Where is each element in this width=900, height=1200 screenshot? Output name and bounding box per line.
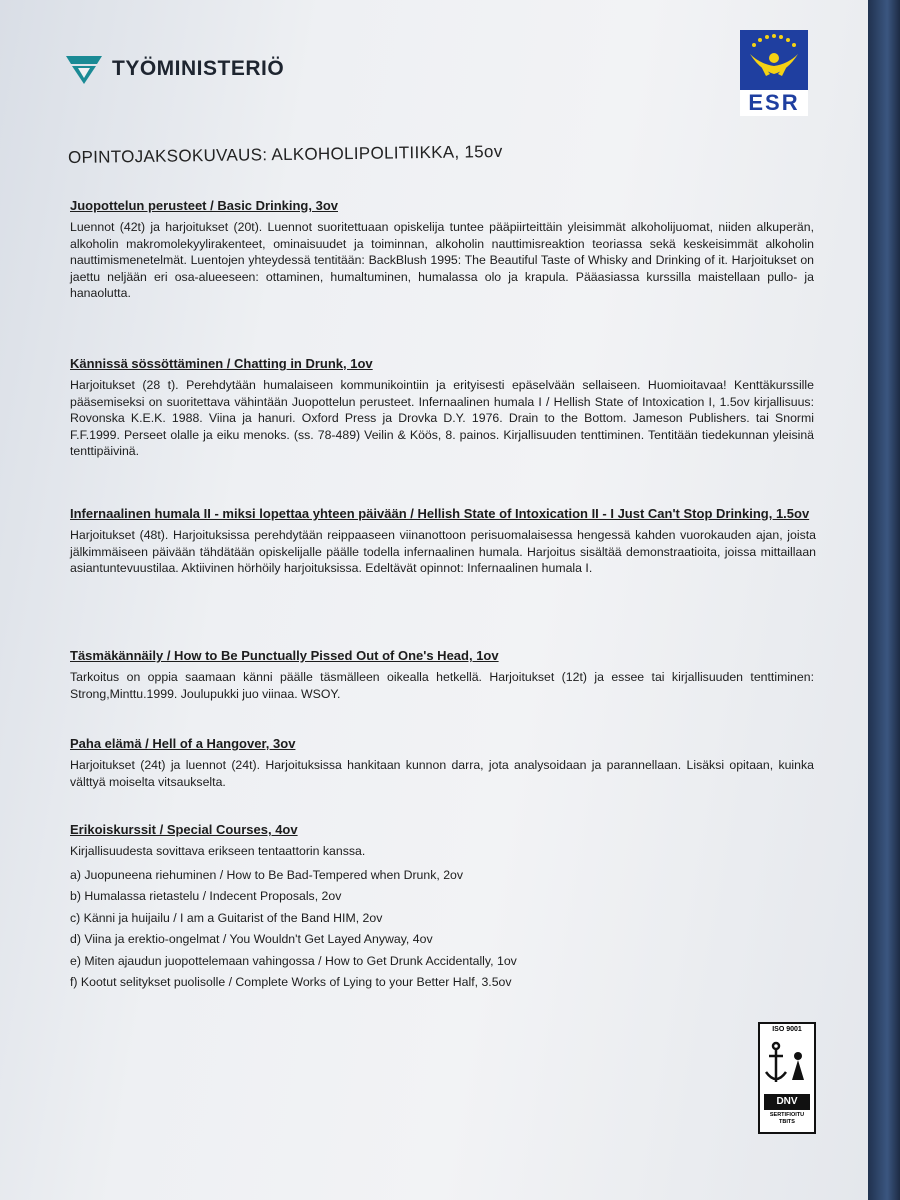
- iso-label: ISO 9001: [772, 1026, 802, 1033]
- ministry-logo: [64, 52, 284, 86]
- section-body: Tarkoitus on oppia saamaan känni päälle täsmälleen oikealla hetkellä. Harjoitukset (12t) ja essee tai kirjallisuuden tenttiminen: Strong,Minttu.1999. Joulupukki juo viinaa. WSOY.: [70, 670, 814, 701]
- ministry-emblem-icon: [64, 52, 104, 86]
- special-intro: Kirjallisuudesta sovittava erikseen tentaattorin kanssa.: [70, 844, 366, 858]
- anchor-icon: [760, 1038, 814, 1090]
- section-body: Luennot (42t) ja harjoitukset (20t). Luennot suoritettuaan opiskelija tuntee pääpiirteittäin yleisimmät alkoholijuomat, niiden alkuperän, alkoholin makromolekyylirakenteet, ominaisuudet ja toiminnan, alkoholin nauttimisreaktion teoriassa sekä keskeisimmät alkoholin nauttimismenetelmät. Luentojen yhteydessä tentitään: BackBlush 1995: The Beautiful Taste of Whisky and Drinking of it. Harjoitukset on jaettu neljään eri osa-alueeseen: ottaminen, humaltuminen, humalassa olo ja krapula. Pääasiassa kurssilla maistellaan pullo- ja hanaolutta.: [70, 220, 814, 301]
- esr-logo: [740, 30, 808, 116]
- section-special-courses: [70, 822, 814, 997]
- section-heading: Täsmäkännäily / How to Be Punctually Pissed Out of One's Head, 1ov: [70, 648, 499, 663]
- list-item: c) Känni ja huijailu / I am a Guitarist of the Band HIM, 2ov: [70, 910, 383, 925]
- list-item: e) Miten ajaudun juopottelemaan vahingossa / How to Get Drunk Accidentally, 1ov: [70, 953, 517, 968]
- section-heading: Juopottelun perusteet / Basic Drinking, 3ov: [70, 198, 338, 213]
- background-edge: [868, 0, 900, 1200]
- page-title: OPINTOJAKSOKUVAUS: ALKOHOLIPOLITIIKKA, 15ov: [67, 141, 503, 167]
- special-course-list: [70, 868, 814, 990]
- iso-badge: [758, 1022, 816, 1134]
- certification-label: SERTIFIOITU TBITS: [769, 1112, 805, 1125]
- eu-stars-icon: [740, 30, 808, 90]
- section-basic-drinking: [70, 198, 814, 302]
- dnv-label: DNV: [764, 1094, 810, 1110]
- section-heading: Infernaalinen humala II - miksi lopettaa yhteen päivään / Hellish State of Intoxication II - I Just Can't Stop Drinking, 1.5ov: [70, 506, 810, 521]
- esr-label: ESR: [740, 90, 808, 116]
- list-item: a) Juopuneena riehuminen / How to Be Bad-Tempered when Drunk, 2ov: [70, 867, 464, 882]
- section-body: Harjoitukset (28 t). Perehdytään humalaiseen kommunikointiin ja erityisesti epäselvään sellaiseen. Huomioitavaa! Kenttäkurssille pääsemiseksi on suoritettava vähintään Juopottelun perusteet. Infernaalinen humala I / Hellish State of Intoxication I, 1.5ov kirjallisuus: Rovonska K.E.K. 1988. Viina ja hanuri. Oxford Press ja Drovka D.Y. 1976. Drain to the Bottom. Jameson Publishers. tai Snormi F.F.1999. Perseet olalle ja eiku menoks. (ss. 78-489) Veilin & Köös, 8. painos. Kirjallisuuden tenttiminen. Tentitään tiedekunnan yleisinä tenttipäivinä.: [70, 378, 814, 459]
- ministry-name: TYÖMINISTERIÖ: [112, 57, 285, 80]
- section-punctually-pissed: [70, 648, 814, 702]
- section-hell-of-a-hangover: [70, 736, 814, 790]
- section-heading: Paha elämä / Hell of a Hangover, 3ov: [70, 736, 296, 751]
- list-item: d) Viina ja erektio-ongelmat / You Wouldn't Get Layed Anyway, 4ov: [70, 932, 433, 947]
- section-hellish-intoxication-2: [70, 506, 816, 577]
- section-heading: Kännissä sössöttäminen / Chatting in Drunk, 1ov: [70, 356, 373, 371]
- section-body: Harjoitukset (48t). Harjoituksissa perehdytään reippaaseen viinanottoon perisuomalaisessa hengessä kahden vuorokauden ajan, joista jälkimmäiseen päivään tähdätään opiskelijalle päälle todella infernaalinen humala. Harjoitus sisältää demonstraatioita, joissa mittaillaan asiantuntevuustilaa. Aktiivinen hörhöily harjoituksissa. Edeltävät opinnot: Infernaalinen humala I.: [70, 528, 816, 576]
- list-item: f) Kootut selitykset puolisolle / Complete Works of Lying to your Better Half, 3.5ov: [70, 975, 512, 990]
- section-heading: Erikoiskurssit / Special Courses, 4ov: [70, 822, 298, 837]
- section-body: Harjoitukset (24t) ja luennot (24t). Harjoituksissa hankitaan kunnon darra, jota analysoidaan ja parannellaan. Lisäksi opitaan, kuinka välttyä moiselta vitsaukselta.: [70, 758, 814, 789]
- list-item: b) Humalassa rietastelu / Indecent Proposals, 2ov: [70, 889, 342, 904]
- section-chatting-in-drunk: [70, 356, 814, 460]
